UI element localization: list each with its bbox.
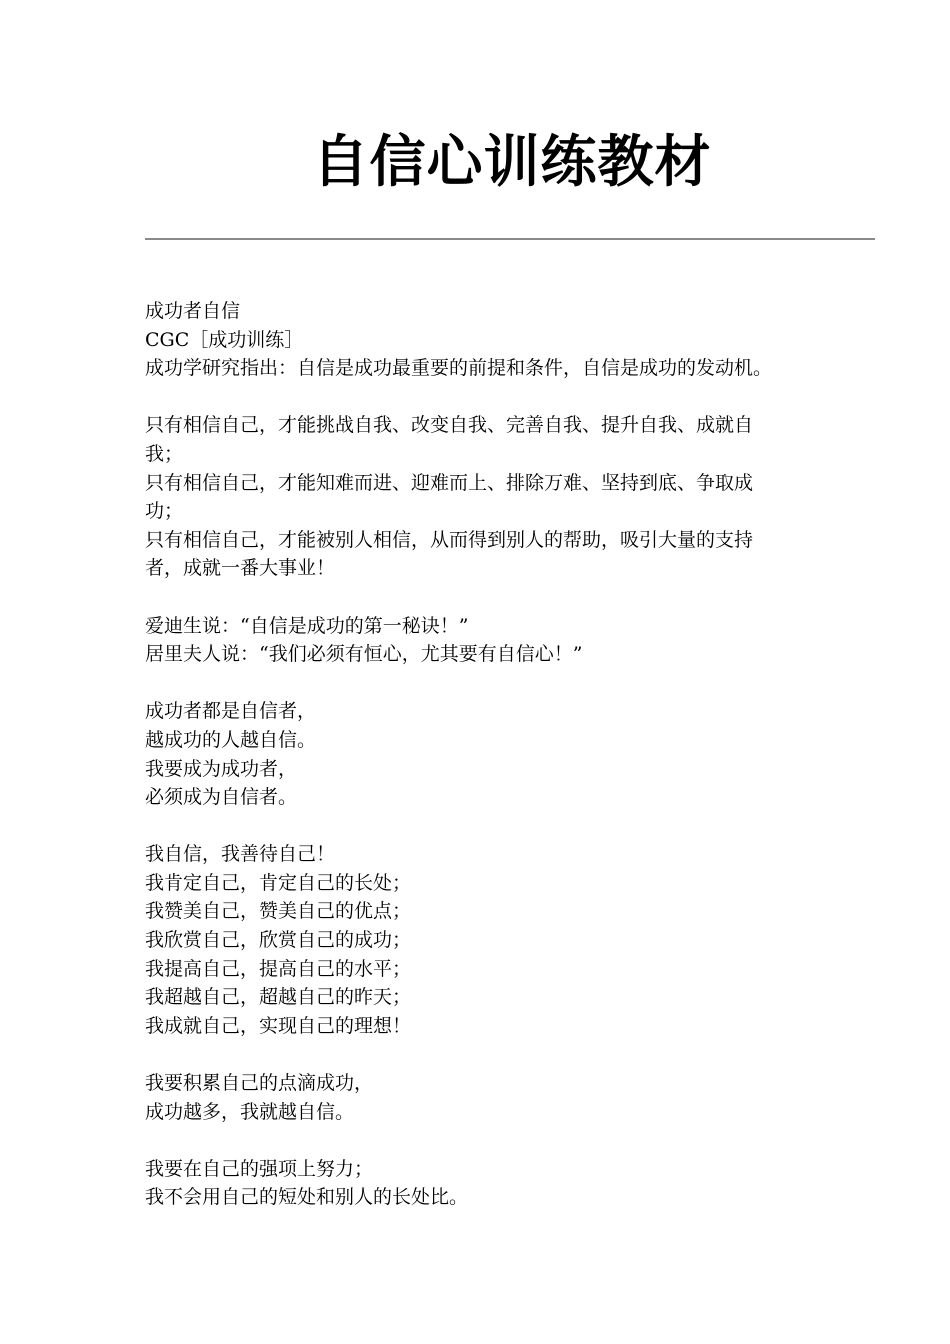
blank-line (145, 583, 880, 612)
blank-line (145, 1040, 880, 1069)
body-line: 居里夫人说：“我们必须有恒心，尤其要有自信心！” (145, 643, 583, 666)
blank-line (145, 383, 880, 412)
document-body (145, 297, 880, 1212)
body-line: 只有相信自己，才能被别人相信，从而得到别人的帮助，吸引大量的支持 (145, 528, 754, 551)
body-line: 爱迪生说：“自信是成功的第一秘诀！” (145, 614, 469, 637)
blank-line (145, 812, 880, 841)
body-line: 我成就自己，实现自己的理想！ (145, 1014, 412, 1037)
body-line: 必须成为自信者。 (145, 786, 298, 809)
body-line: 我欣赏自己，欣赏自己的成功； (145, 929, 412, 952)
body-line: 成功越多，我就越自信。 (145, 1100, 355, 1123)
body-line: 功； (145, 500, 184, 523)
body-line: 我要在自己的强项上努力； (145, 1157, 374, 1180)
body-line: 者，成就一番大事业！ (145, 557, 336, 580)
document-title: 自信心训练教材 (312, 130, 712, 195)
body-line: 只有相信自己，才能知难而进、迎难而上、排除万难、坚持到底、争取成 (145, 471, 754, 494)
body-line: 成功者都是自信者， (145, 700, 317, 723)
body-line: 越成功的人越自信。 (145, 728, 317, 751)
body-line: 只有相信自己，才能挑战自我、改变自我、完善自我、提升自我、成就自 (145, 414, 754, 437)
body-line: 成功学研究指出：自信是成功最重要的前提和条件，自信是成功的发动机。 (145, 357, 773, 380)
body-line: 我肯定自己，肯定自己的长处； (145, 871, 412, 894)
blank-line (145, 669, 880, 698)
title-divider (145, 238, 875, 240)
body-line: 成功者自信 (145, 300, 241, 322)
body-line: 我要积累自己的点滴成功， (145, 1072, 374, 1095)
body-line: CGC［成功训练］ (145, 328, 304, 351)
body-line: 我赞美自己，赞美自己的优点； (145, 900, 412, 923)
body-line: 我不会用自己的短处和别人的长处比。 (145, 1186, 469, 1209)
body-line: 我超越自己，超越自己的昨天； (145, 986, 412, 1009)
body-line: 我要成为成功者， (145, 757, 298, 780)
body-line: 我； (145, 442, 184, 465)
blank-line (145, 1126, 880, 1155)
body-line: 我提高自己，提高自己的水平； (145, 957, 412, 980)
body-line: 我自信，我善待自己！ (145, 843, 336, 866)
